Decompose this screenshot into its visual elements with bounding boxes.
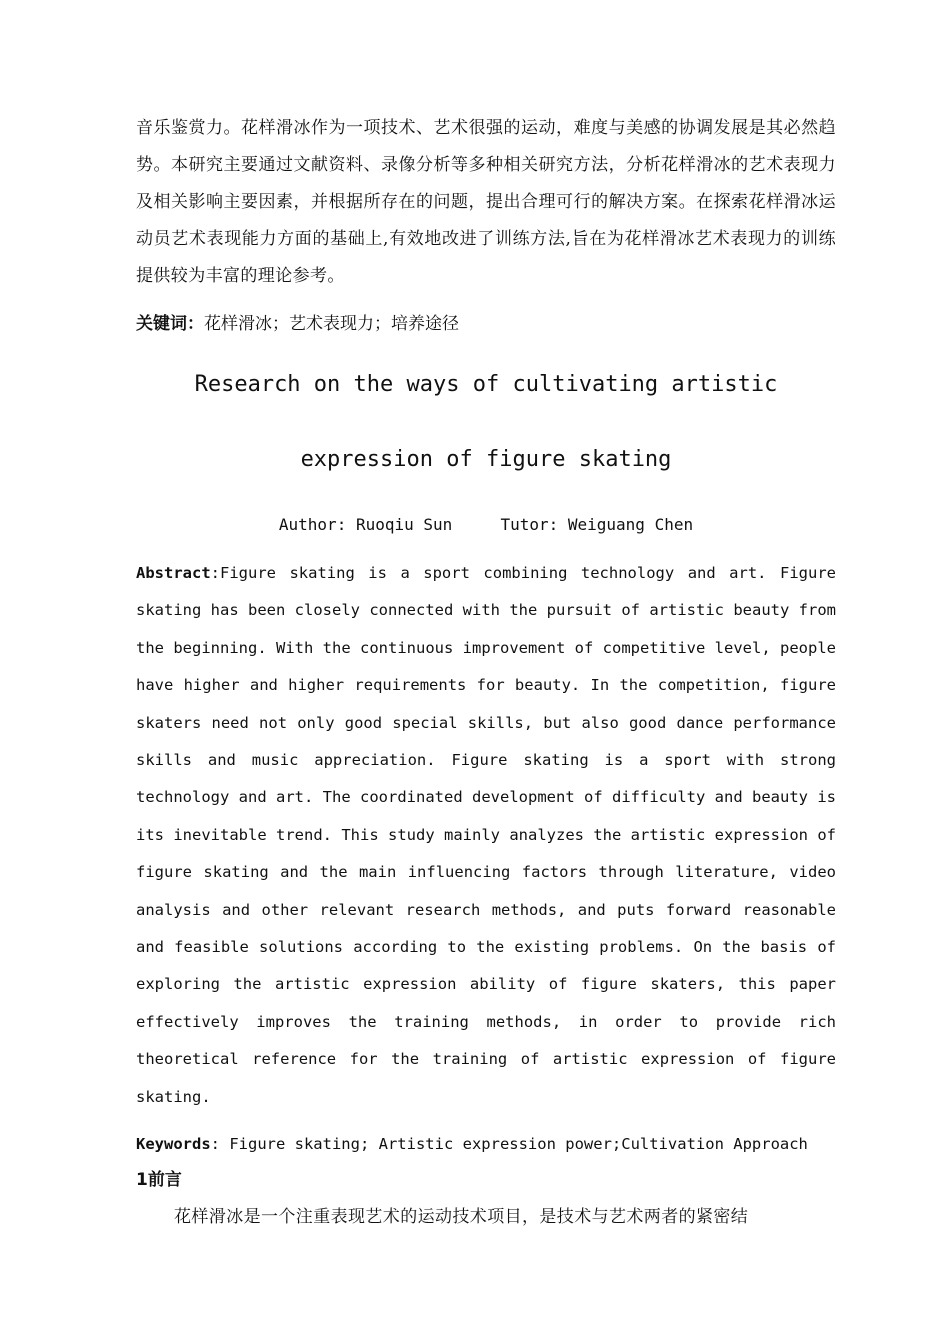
introduction-first-line: 花样滑冰是一个注重表现艺术的运动技术项目，是技术与艺术两者的紧密结 [174, 1207, 749, 1227]
author-tutor-line: Author: Ruoqiu Sun Tutor: Weiguang Chen [278, 515, 694, 534]
english-keywords-label: Keywords [136, 1135, 211, 1153]
english-abstract [136, 555, 836, 1116]
chinese-keywords [136, 308, 836, 340]
english-abstract-label: Abstract [136, 564, 211, 582]
english-keywords-value: : Figure skating; Artistic expression power;Cultivation Approach [210, 1135, 808, 1153]
chinese-keywords-value: 花样滑冰；艺术表现力；培养途径 [204, 314, 459, 334]
english-title-line-2: expression of figure skating [300, 447, 672, 472]
chinese-keywords-label: 关键词： [136, 314, 204, 334]
english-abstract-text: :Figure skating is a sport combining technology and art. Figure skating has been closely connected with the pursuit of artistic beauty from the beginning. With the continuous improvement of competitive level, people have higher and higher requirements for beauty. In the competition, figure skaters need not only good special skills, but also good dance performance skills and music appreciation. Figure skating is a sport with strong technology and art. The coordinated development of difficulty and beauty is its inevitable trend. This study mainly analyzes the artistic expression of figure skating and the main influencing factors through literature, video analysis and other relevant research methods, and puts forward reasonable and feasible solutions according to the existing problems. On the basis of exploring the artistic expression ability of figure skaters, this paper effectively improves the training methods, in order to provide rich theoretical reference for the training of artistic expression of figure skating. [136, 564, 836, 1106]
section-heading-introduction: 1前言 [136, 1170, 182, 1190]
chinese-abstract-paragraph: 音乐鉴赏力。花样滑冰作为一项技术、艺术很强的运动，难度与美感的协调发展是其必然趋势。本研究主要通过文献资料、录像分析等多种相关研究方法，分析花样滑冰的艺术表现力及相关影响主要因素，并根据所存在的问题，提出合理可行的解决方案。在探索花样滑冰运动员艺术表现能力方面的基础上,有效地改进了训练方法,旨在为花样滑冰艺术表现力的训练提供较为丰富的理论参考。 [136, 118, 836, 286]
english-keywords [136, 1129, 836, 1159]
english-title-line-1: Research on the ways of cultivating artistic [194, 372, 778, 397]
